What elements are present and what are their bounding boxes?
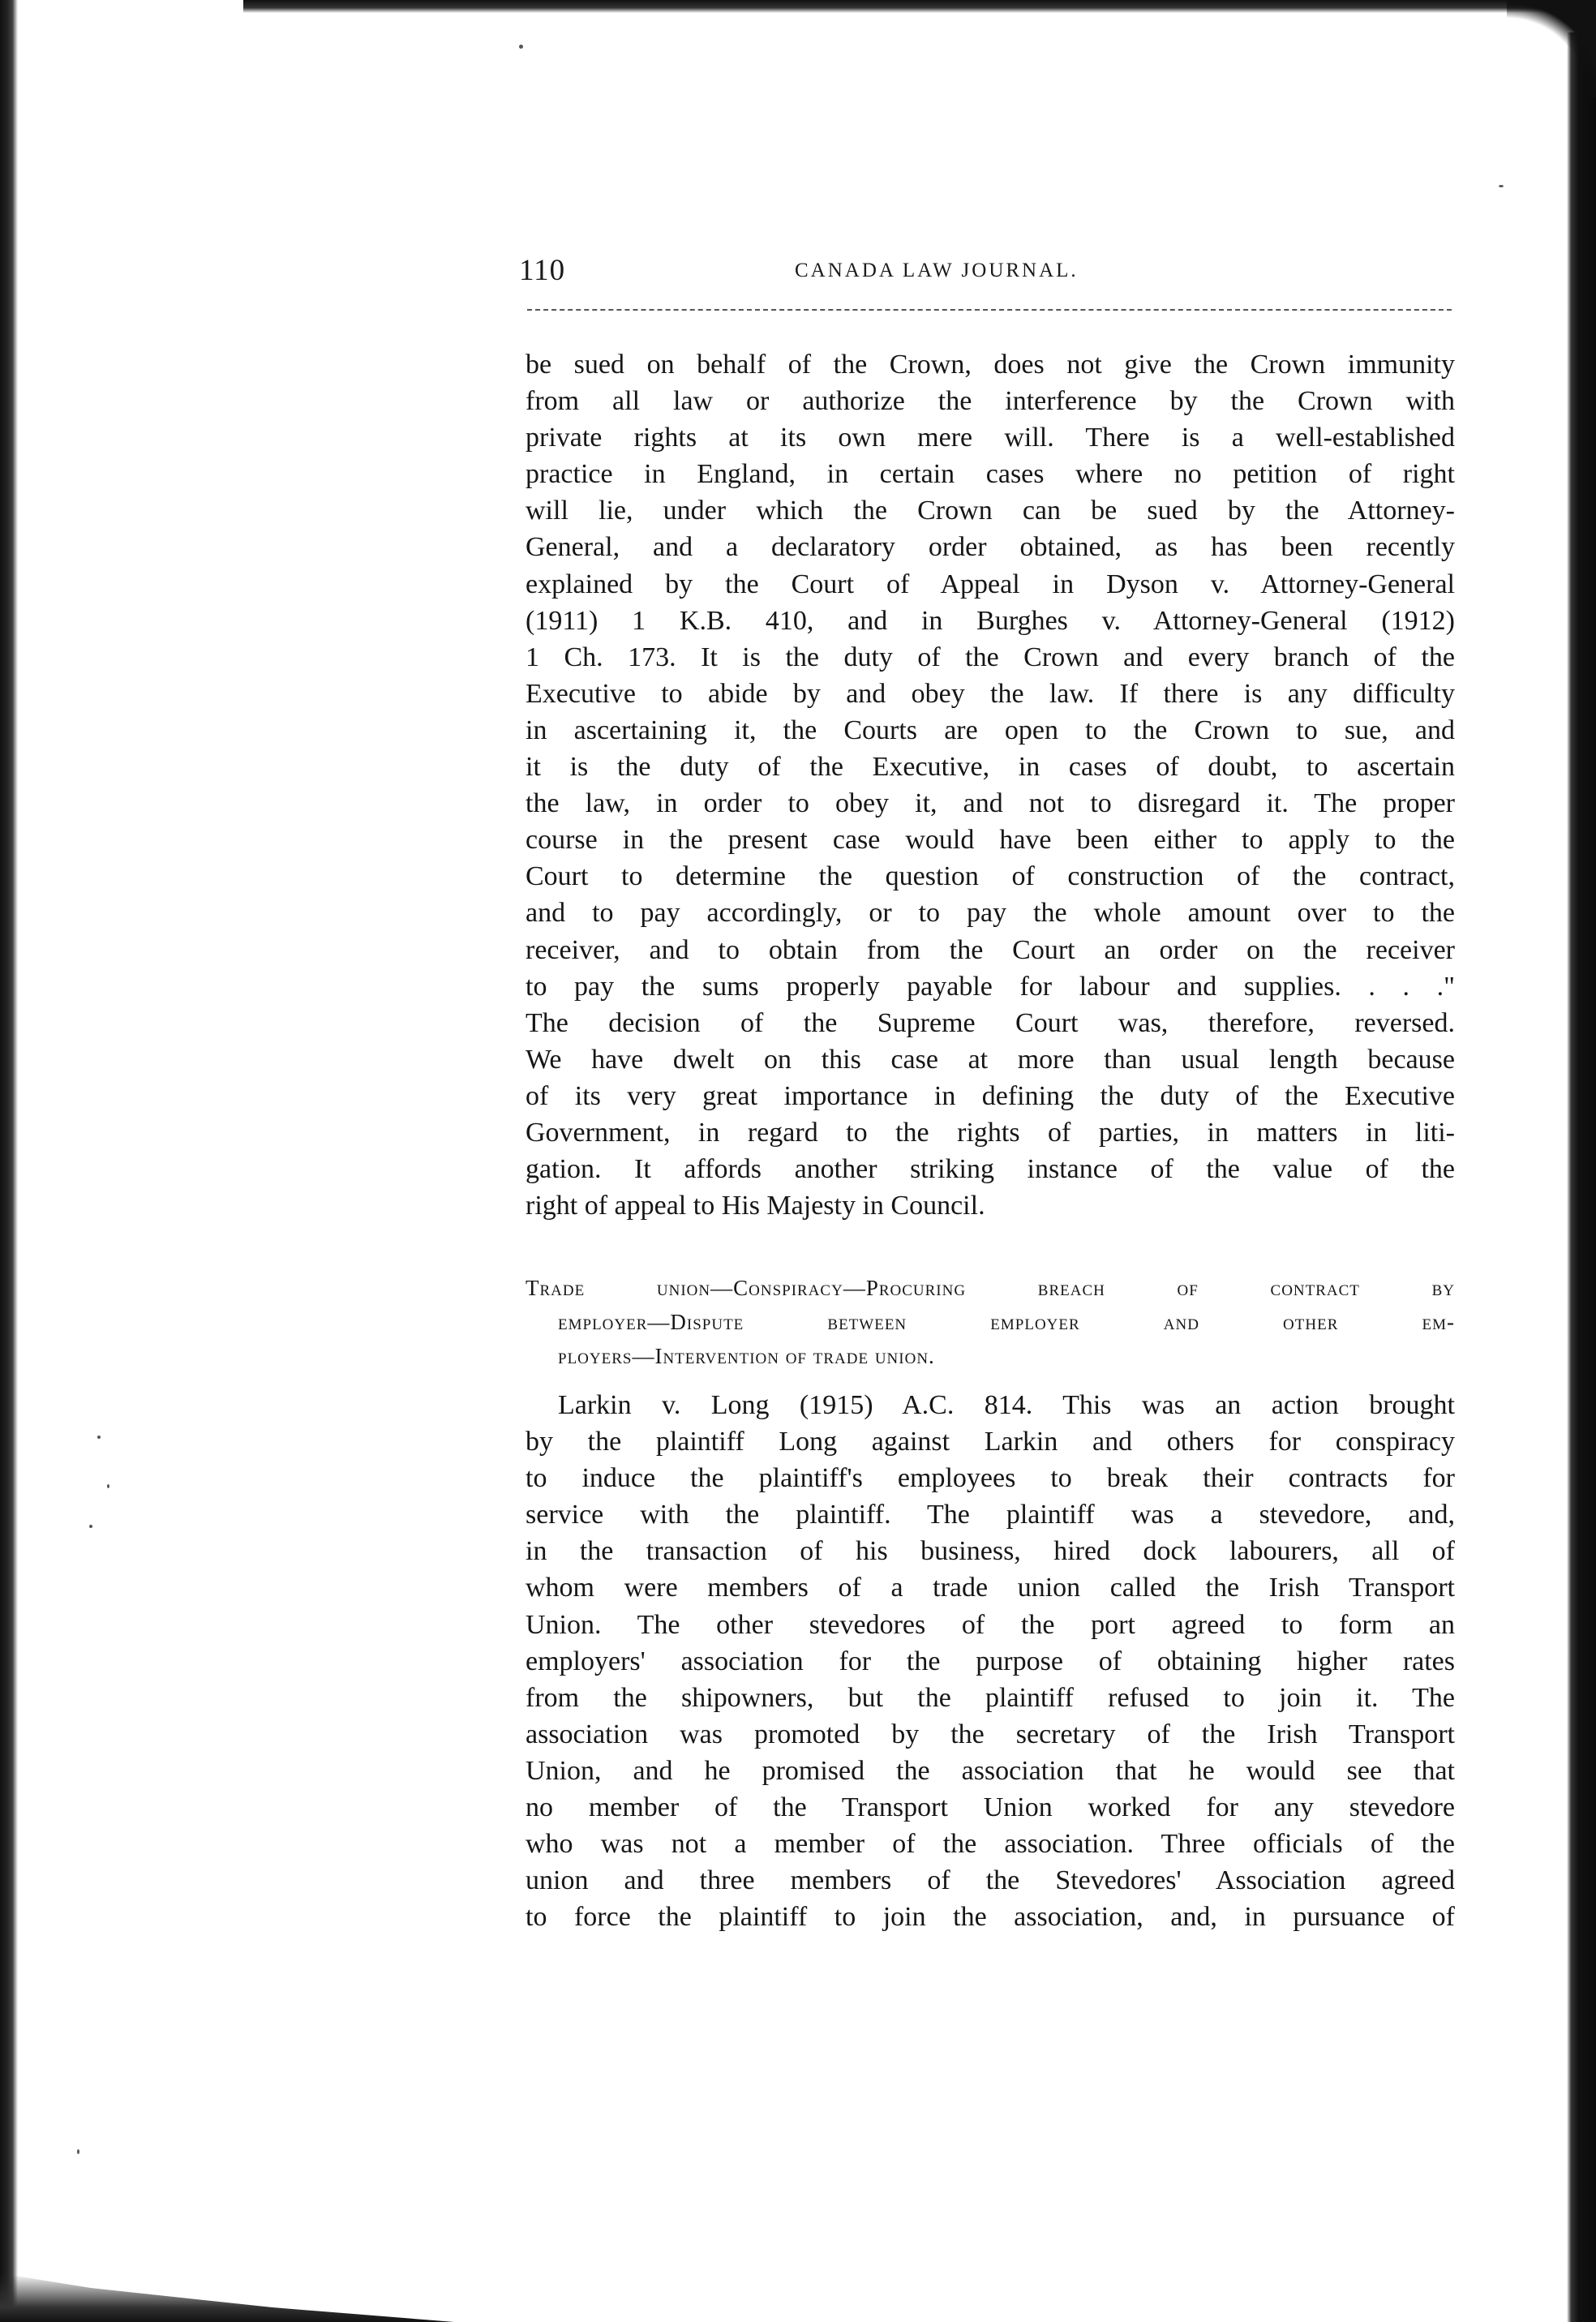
text-line: be sued on behalf of the Crown, does not give the Crown immunity xyxy=(526,350,1455,380)
continued-paragraph xyxy=(526,346,1455,1224)
page-number: 110 xyxy=(519,254,566,287)
text-line: it is the duty of the Executive, in cases of doubt, to ascertain xyxy=(526,752,1455,783)
text-line: private rights at its own mere will. There is a well-established xyxy=(526,423,1455,453)
text-line: from the shipowners, but the plaintiff refused to join it. The xyxy=(526,1682,1455,1713)
text-line: receiver, and to obtain from the Court an order on the receiver xyxy=(526,934,1455,965)
heading-line: ployers—Intervention of trade union. xyxy=(558,1344,935,1368)
scan-speck xyxy=(107,1484,109,1488)
running-head xyxy=(519,253,1452,294)
text-line: gation. It affords another striking instance of the value of the xyxy=(526,1154,1455,1185)
scan-speck xyxy=(77,2149,79,2154)
scan-speck xyxy=(97,1436,101,1439)
text-line: practice in England, in certain cases where no petition of right xyxy=(526,459,1455,490)
text-line: to pay the sums properly payable for labour and supplies. . . ." xyxy=(526,971,1455,1002)
text-line: the law, in order to obey it, and not to disregard it. The proper xyxy=(526,788,1455,819)
text-line: no member of the Transport Union worked for any stevedore xyxy=(526,1792,1455,1823)
text-line: in the transaction of his business, hired dock labourers, all of xyxy=(526,1536,1455,1567)
text-line: whom were members of a trade union called the Irish Transport xyxy=(526,1573,1455,1603)
text-line: explained by the Court of Appeal in Dyson v. Attorney-General xyxy=(526,569,1455,599)
text-line: Union, and he promised the association that he would see that xyxy=(526,1755,1455,1786)
scan-speck xyxy=(89,1525,92,1528)
text-line: 1 Ch. 173. It is the duty of the Crown and every branch of the xyxy=(526,642,1455,672)
text-line: from all law or authorize the interference by the Crown with xyxy=(526,386,1455,417)
text-line: union and three members of the Stevedores' Association agreed xyxy=(526,1865,1455,1896)
page-bottom-edge-shadow xyxy=(0,2273,454,2322)
text-line: We have dwelt on this case at more than usual length because xyxy=(526,1044,1455,1075)
text-line: Court to determine the question of construction of the contract, xyxy=(526,861,1455,892)
page-right-edge-shadow xyxy=(1567,32,1596,2322)
text-line: of its very great importance in defining the duty of the Executive xyxy=(526,1080,1455,1111)
header-rule xyxy=(527,309,1452,311)
scan-speck xyxy=(519,45,523,49)
page-top-edge-shadow xyxy=(243,0,1596,13)
section-heading xyxy=(526,1271,1455,1373)
text-line: association was promoted by the secretary of the Irish Transport xyxy=(526,1719,1455,1749)
text-line: and to pay accordingly, or to pay the whole amount over to the xyxy=(526,898,1455,929)
text-line: will lie, under which the Crown can be sued by the Attorney- xyxy=(526,496,1455,526)
text-line: (1911) 1 K.B. 410, and in Burghes v. Attorney-General (1912) xyxy=(526,605,1455,636)
journal-title: CANADA LAW JOURNAL. xyxy=(795,260,1079,281)
text-line: to induce the plaintiff's employees to break their contracts for xyxy=(526,1463,1455,1494)
text-line: The decision of the Supreme Court was, therefore, reversed. xyxy=(526,1007,1455,1038)
page-corner-shadow xyxy=(1507,0,1596,97)
text-line: employers' association for the purpose of obtaining higher rates xyxy=(526,1646,1455,1676)
heading-line: Trade union—Conspiracy—Procuring breach of contract by xyxy=(526,1276,1456,1300)
case-first-line: Larkin v. Long (1915) A.C. 814. This was an action brought xyxy=(558,1390,1455,1420)
text-line: by the plaintiff Long against Larkin and others for conspiracy xyxy=(526,1427,1455,1457)
text-line: Union. The other stevedores of the port agreed to form an xyxy=(526,1609,1455,1640)
page-left-edge-shadow xyxy=(0,0,18,2322)
text-line: course in the present case would have been either to apply to the xyxy=(526,825,1455,856)
text-line: in ascertaining it, the Courts are open to the Crown to sue, and xyxy=(526,715,1455,745)
text-line: Executive to abide by and obey the law. If there is any difficulty xyxy=(526,678,1455,709)
text-line: Government, in regard to the rights of parties, in matters in liti- xyxy=(526,1117,1455,1148)
text-line: service with the plaintiff. The plaintiff was a stevedore, and, xyxy=(526,1500,1455,1530)
text-line: to force the plaintiff to join the association, and, in pursuance of xyxy=(526,1902,1455,1933)
text-line: General, and a declaratory order obtained, as has been recently xyxy=(526,532,1455,563)
text-line: right of appeal to His Majesty in Council. xyxy=(526,1191,985,1221)
case-paragraph xyxy=(526,1387,1455,1935)
scan-speck xyxy=(1499,185,1504,187)
text-line: who was not a member of the association. Three officials of the xyxy=(526,1829,1455,1860)
heading-line: employer—Dispute between employer and other em- xyxy=(558,1310,1455,1334)
